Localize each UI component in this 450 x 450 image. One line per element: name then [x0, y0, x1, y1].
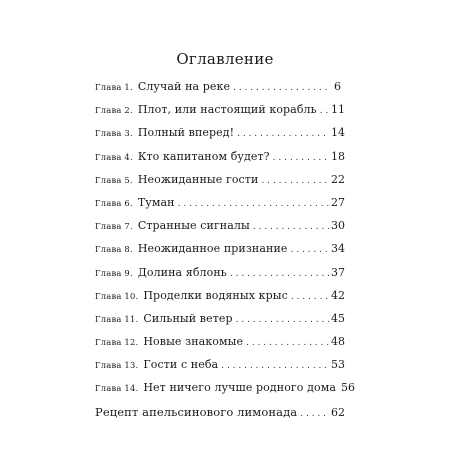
toc-entry [95, 126, 345, 149]
dot-leader [300, 409, 329, 419]
chapter-title: Плот, или настоящий корабль [137, 103, 317, 117]
toc-entry [95, 80, 341, 103]
chapter-label: Глава 14. [95, 383, 139, 394]
chapter-label: Глава 6. [95, 197, 133, 208]
toc-entry-recipe [95, 404, 345, 428]
page-number: 34 [331, 242, 345, 256]
chapter-title: Кто капитаном будет? [137, 149, 270, 163]
chapter-label: Глава 11. [95, 313, 139, 324]
chapter-title: Гости с неба [143, 358, 219, 372]
toc-entry [95, 335, 345, 358]
recipe-title: Рецепт апельсинового лимонада [95, 404, 298, 419]
dot-leader [233, 83, 329, 93]
toc-entry [95, 288, 345, 312]
chapter-title: Странные сигналы [137, 219, 250, 233]
dot-leader [291, 292, 329, 302]
chapter-title: Сильный ветер [143, 311, 233, 325]
chapter-label: Глава 4. [95, 151, 133, 162]
toc-entry [95, 311, 345, 335]
chapter-label: Глава 1. [95, 82, 133, 92]
page-number: 27 [331, 195, 345, 209]
page-number: 48 [331, 335, 345, 349]
page-number: 18 [331, 149, 345, 163]
dot-leader [237, 129, 329, 139]
chapter-label: Глава 10. [95, 290, 139, 301]
dot-leader [230, 269, 329, 279]
toc-list [95, 80, 356, 428]
chapter-title: Полный вперед! [137, 126, 235, 140]
page-number: 45 [331, 311, 345, 325]
page-number: 11 [331, 103, 345, 117]
toc-entry [95, 242, 345, 265]
chapter-label: Глава 9. [95, 267, 133, 278]
chapter-title: Туман [137, 195, 175, 209]
toc-entry [95, 195, 345, 219]
page-number: 14 [331, 126, 345, 140]
chapter-title: Нет ничего лучше родного дома [143, 381, 337, 395]
page-number: 53 [331, 358, 345, 372]
toc-entry [95, 149, 345, 173]
chapter-label: Глава 3. [95, 128, 133, 139]
chapter-title: Неожиданное признание [137, 242, 288, 256]
chapter-label: Глава 8. [95, 244, 133, 255]
page-number: 37 [331, 265, 345, 279]
chapter-title: Новые знакомые [143, 335, 244, 349]
dot-leader [178, 199, 329, 209]
toc-entry [95, 358, 345, 381]
chapter-label: Глава 2. [95, 105, 133, 116]
dot-leader [253, 222, 329, 232]
toc-entry [95, 172, 345, 196]
toc-entry [95, 219, 345, 242]
chapter-title: Неожиданные гости [137, 172, 259, 186]
toc-entry [95, 381, 356, 404]
page-number: 30 [331, 219, 345, 233]
toc-entry [95, 103, 345, 126]
chapter-title: Случай на реке [137, 80, 231, 93]
toc-title: Оглавление [176, 50, 274, 68]
toc-entry [95, 265, 345, 289]
page-number: 6 [334, 80, 341, 93]
chapter-label: Глава 13. [95, 360, 139, 371]
page-number: 56 [341, 381, 356, 395]
chapter-label: Глава 12. [95, 337, 139, 348]
page-number: 42 [331, 288, 345, 302]
chapter-label: Глава 7. [95, 221, 133, 232]
dot-leader [246, 338, 329, 348]
dot-leader [261, 176, 329, 186]
chapter-title: Проделки водяных крыс [143, 288, 288, 302]
page-number: 62 [331, 405, 345, 419]
page-number: 22 [331, 172, 345, 186]
dot-leader [236, 315, 329, 325]
dot-leader [221, 361, 329, 371]
dot-leader [291, 245, 330, 255]
chapter-label: Глава 5. [95, 174, 133, 185]
dot-leader [273, 153, 329, 163]
dot-leader [320, 106, 329, 116]
chapter-title: Долина яблонь [137, 265, 227, 279]
